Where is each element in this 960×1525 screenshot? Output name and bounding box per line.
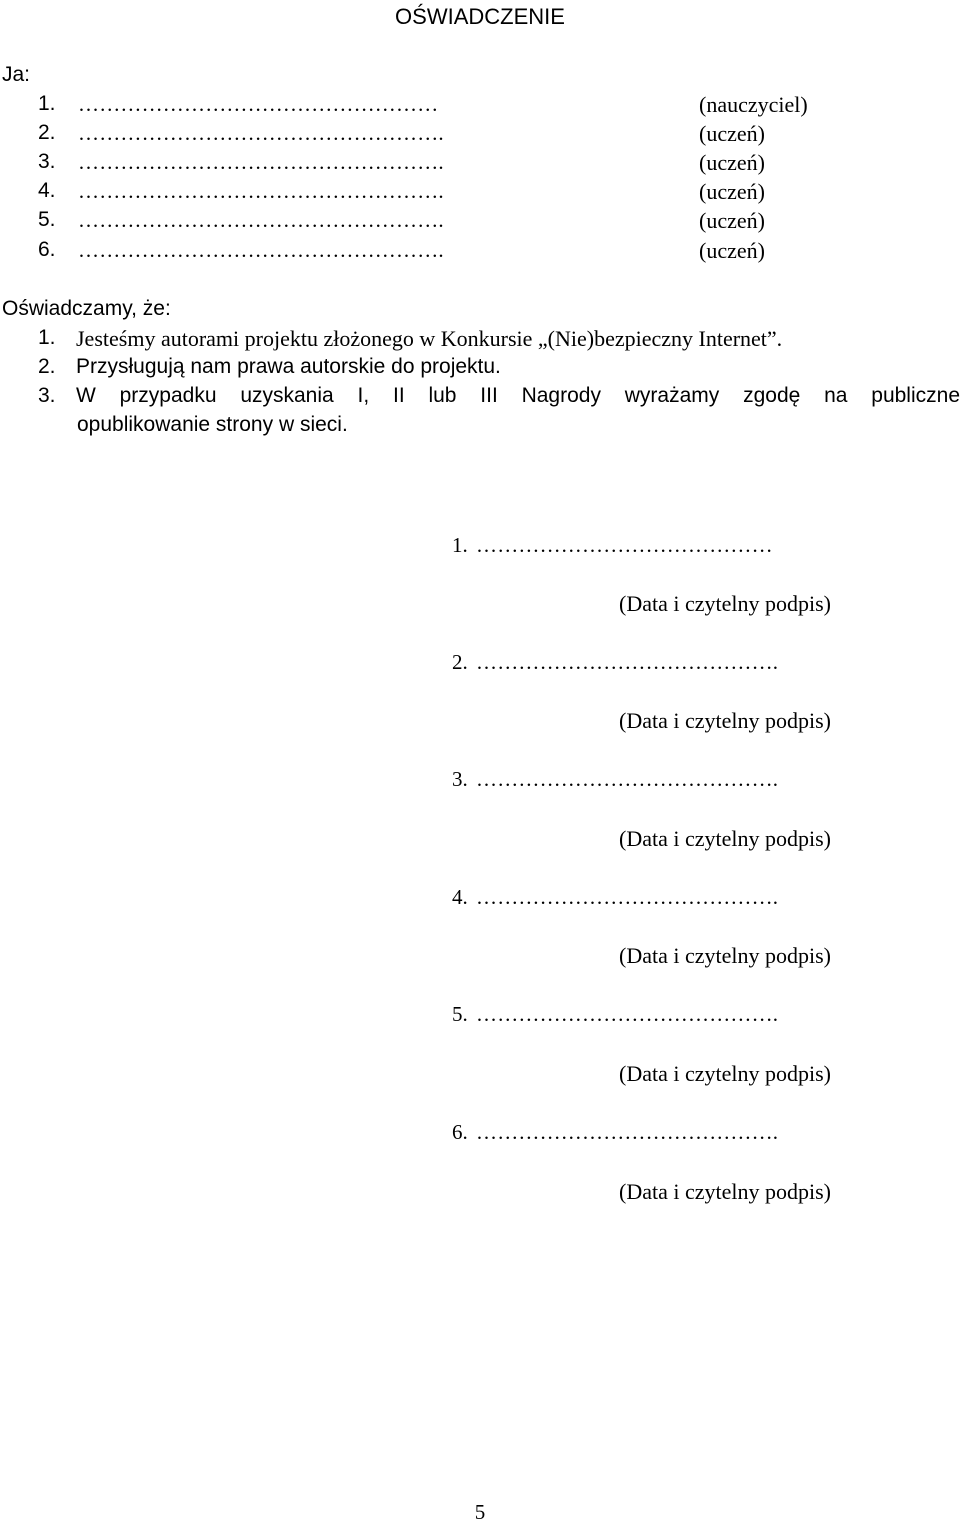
- author-role: (uczeń): [699, 121, 765, 146]
- author-row: [38, 238, 838, 267]
- statement-number: 2.: [38, 355, 56, 378]
- author-number: 1.: [38, 92, 56, 115]
- author-role: (nauczyciel): [699, 92, 808, 117]
- statement-text-continuation: opublikowanie strony w sieci.: [77, 413, 348, 436]
- signature-blank: …………………………………….: [476, 1120, 779, 1144]
- author-name-blank: …………………………………………….: [78, 121, 444, 145]
- author-role: (uczeń): [699, 179, 765, 204]
- statement-text: Jesteśmy autorami projektu złożonego w Konkursie „(Nie)bezpieczny Internet”.: [76, 326, 783, 351]
- statement-number: 3.: [38, 384, 56, 407]
- signature-number: 2.: [452, 650, 468, 674]
- signature-caption: (Data i czytelny podpis): [619, 708, 831, 733]
- statement-text: W przypadku uzyskania I, II lub III Nagrody wyrażamy zgodę na publiczne: [76, 384, 960, 407]
- statement-number: 1.: [38, 326, 56, 349]
- author-number: 3.: [38, 150, 56, 173]
- signature-blank: …………………………………….: [476, 885, 779, 909]
- signature-blank: ……………………………………: [476, 533, 773, 557]
- signature-caption: (Data i czytelny podpis): [619, 943, 831, 968]
- signature-number: 5.: [452, 1002, 468, 1026]
- signature-number: 6.: [452, 1120, 468, 1144]
- author-row: [38, 150, 838, 179]
- signature-caption: (Data i czytelny podpis): [619, 591, 831, 616]
- author-name-blank: …………………………………………….: [78, 150, 444, 174]
- page-number: 5: [474, 1500, 486, 1524]
- author-number: 4.: [38, 179, 56, 202]
- author-row: [38, 208, 838, 237]
- author-row: [38, 92, 838, 121]
- author-role: (uczeń): [699, 238, 765, 263]
- signature-number: 4.: [452, 885, 468, 909]
- author-name-blank: …………………………………………….: [78, 238, 444, 262]
- signature-caption: (Data i czytelny podpis): [619, 826, 831, 851]
- author-name-blank: …………………………………………….: [78, 179, 444, 203]
- signature-number: 1.: [452, 533, 468, 557]
- author-role: (uczeń): [699, 150, 765, 175]
- author-row: [38, 179, 838, 208]
- signature-blank: …………………………………….: [476, 1002, 779, 1026]
- signature-caption: (Data i czytelny podpis): [619, 1061, 831, 1086]
- statements-intro: Oświadczamy, że:: [2, 297, 171, 320]
- author-number: 6.: [38, 238, 56, 261]
- signature-caption: (Data i czytelny podpis): [619, 1179, 831, 1204]
- author-number: 2.: [38, 121, 56, 144]
- author-name-blank: …………………………………………….: [78, 208, 444, 232]
- author-name-blank: ……………………………………………: [78, 92, 439, 116]
- author-row: [38, 121, 838, 150]
- signature-blank: …………………………………….: [476, 767, 779, 791]
- statement-text: Przysługują nam prawa autorskie do projektu.: [76, 355, 501, 378]
- ja-label: Ja:: [2, 63, 31, 86]
- author-number: 5.: [38, 208, 56, 231]
- author-role: (uczeń): [699, 208, 765, 233]
- signature-blank: …………………………………….: [476, 650, 779, 674]
- document-title: OŚWIADCZENIE: [395, 4, 565, 29]
- signature-number: 3.: [452, 767, 468, 791]
